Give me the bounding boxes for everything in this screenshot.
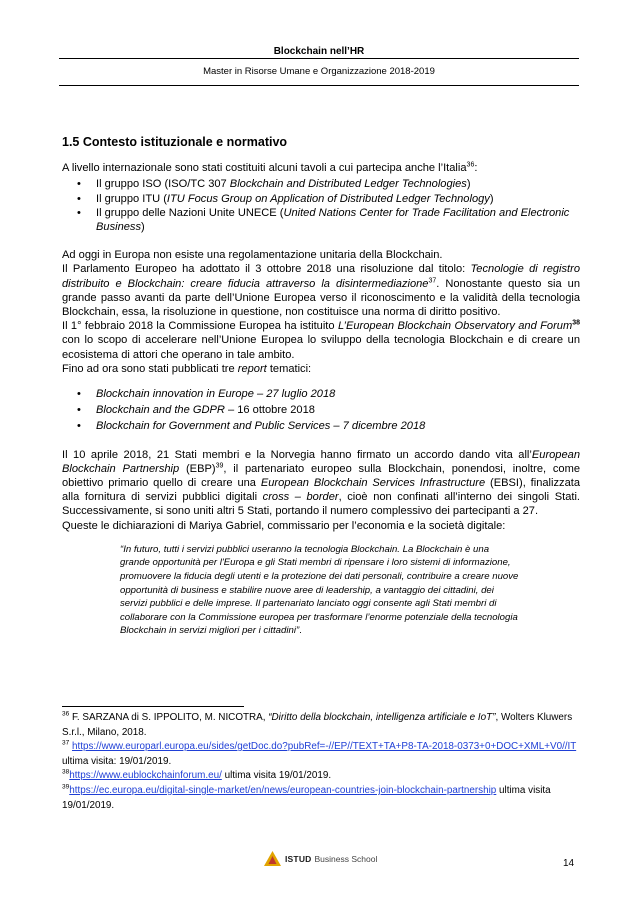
intro-paragraph: A livello internazionale sono stati costituiti alcuni tavoli a cui partecipa anche l’Italia$^{36}$:	[62, 161, 478, 175]
main-content	[62, 135, 580, 638]
list-item: • Il gruppo ISO (ISO/TC 307 Blockchain and Distributed Ledger Technologies)	[96, 177, 580, 191]
footnote-ref-37[interactable]: 37	[428, 276, 437, 284]
running-subtitle: Master in Risorse Umane e Organizzazione 2018-2019	[203, 66, 435, 77]
running-title: Blockchain nell’HR	[273, 46, 365, 57]
footnote-divider	[62, 706, 244, 707]
paragraph: Ad oggi in Europa non esiste una regolamentazione unitaria della Blockchain.	[62, 249, 443, 262]
footnote-link[interactable]: https://ec.europa.eu/digital-single-market/en/news/european-countries-join-blockchain-partnership	[69, 784, 497, 796]
footnote-link[interactable]: https://www.europarl.europa.eu/sides/getDoc.do?pubRef=-//EP//TEXT+TA+P8-TA-2018-0373+0+DOC+XML+V0//IT	[71, 741, 577, 753]
list-item: • Blockchain innovation in Europe – 27 luglio 2018	[96, 387, 580, 401]
quotation: “In futuro, tutti i servizi pubblici useranno la tecnologia Blockchain. La Blockchain è una grande opportunità per l'Europa e gli Stati membri di ripensare i loro sistemi di informazione, promuovere la fiducia degli utenti e la protezione dei dati personali, contribuire a creare nuove opportunità di business e stabilire nuove aree di leadership, a vantaggio dei cittadini, dei servizi pubblici e delle imprese. Il partenariato lanciato oggi consente agli Stati membri di collaborare con la Commissione europea per trasformare l’enorme potenziale della tecnologia Blockchain in servizi migliori per i cittadini”.	[120, 543, 519, 637]
istud-logo: ISTUD Business School	[264, 851, 377, 866]
paragraph: Il Parlamento Europeo ha adottato il 3 ottobre 2018 una risoluzione dal titolo: Tecnologie di registro distribuito e Blockchain: creare fiducia attraverso la disintermediazione$^{37}$. Nonostante questo sia un grande passo avanti da parte dell’Unione Europea verso il riconoscimento e la validità della tecnologia Blockchain, essa, la risoluzione in questione, non costituisce una norma di diritto positivo.	[62, 263, 581, 319]
header-divider-bottom	[59, 85, 579, 86]
footnote-ref-36[interactable]: 36	[466, 161, 475, 169]
list-item: • Blockchain and the GDPR – 16 ottobre 2018	[96, 403, 580, 417]
paragraph: Il 10 aprile 2018, 21 Stati membri e la Norvegia hanno firmato un accordo dando vita all’European Blockchain Partnership (EBP)$^{39}$, il partenariato europeo sulla Blockchain, ponendosi, inoltre, come obiettivo primario quello di creare una European Blockchain Services Infrastructure (EBSI), finalizzata alla fornitura di servizi pubblici digitali cross – border, cioè non confinati all’interno dei singoli Stati. Successivamente, si sono uniti altri 5 Stati, portando il numero complessivo dei partecipanti a 27.	[62, 448, 581, 518]
paragraph: Queste le dichiarazioni di Mariya Gabriel, commissario per l’economia e la società digitale:	[62, 519, 506, 532]
footnote-link[interactable]: https://www.eublockchainforum.eu/	[69, 770, 222, 782]
paragraph: Fino ad ora sono stati pubblicati tre report tematici:	[62, 362, 312, 375]
footnote-38: $^{38}$https://www.eublockchainforum.eu/ ultima visita 19/01/2019.	[62, 769, 332, 782]
list-item: • Il gruppo delle Nazioni Unite UNECE (United Nations Center for Trade Facilitation and Electronic Business)	[96, 206, 580, 234]
paragraph: Il 1° febbraio 2018 la Commissione Europea ha istituito L’European Blockchain Observatory and Forum$^{38}$ con lo scopo di accelerare nell’Unione Europea lo sviluppo della tecnologia Blockchain e di creare un ecosistema di attori che operano in tale ambito.	[62, 319, 580, 361]
footnotes	[62, 711, 577, 813]
list-item: • Il gruppo ITU (ITU Focus Group on Application of Distributed Ledger Technology)	[96, 192, 580, 206]
footnote-ref-38[interactable]: 38	[572, 319, 580, 327]
istud-emblem-icon	[264, 851, 281, 866]
footnote-39: $^{39}$https://ec.europa.eu/digital-single-market/en/news/european-countries-join-blockchain-partnership ultima visita 19/01/2019.	[62, 783, 551, 811]
footnote-36: $^{36}$ F. SARZANA di S. IPPOLITO, M. NICOTRA, “Diritto della blockchain, intelligenza artificiale e IoT”, Wolters Kluwers S.r.l., Milano, 2018.	[62, 710, 573, 738]
reports-list	[62, 387, 580, 434]
footnote-ref-39[interactable]: 39	[215, 462, 224, 470]
list-item: • Blockchain for Government and Public Services – 7 dicembre 2018	[96, 419, 580, 433]
header-divider	[59, 58, 579, 59]
section-heading: 1.5 Contesto istituzionale e normativo	[62, 135, 288, 149]
footnote-37: $^{37}$ https://www.europarl.europa.eu/sides/getDoc.do?pubRef=-//EP//TEXT+TA+P8-TA-2018-0373+0+DOC+XML+V0//IT ultima visita: 19/01/2019.	[62, 739, 577, 767]
page-number: 14	[563, 858, 575, 869]
working-groups-list	[62, 177, 580, 234]
